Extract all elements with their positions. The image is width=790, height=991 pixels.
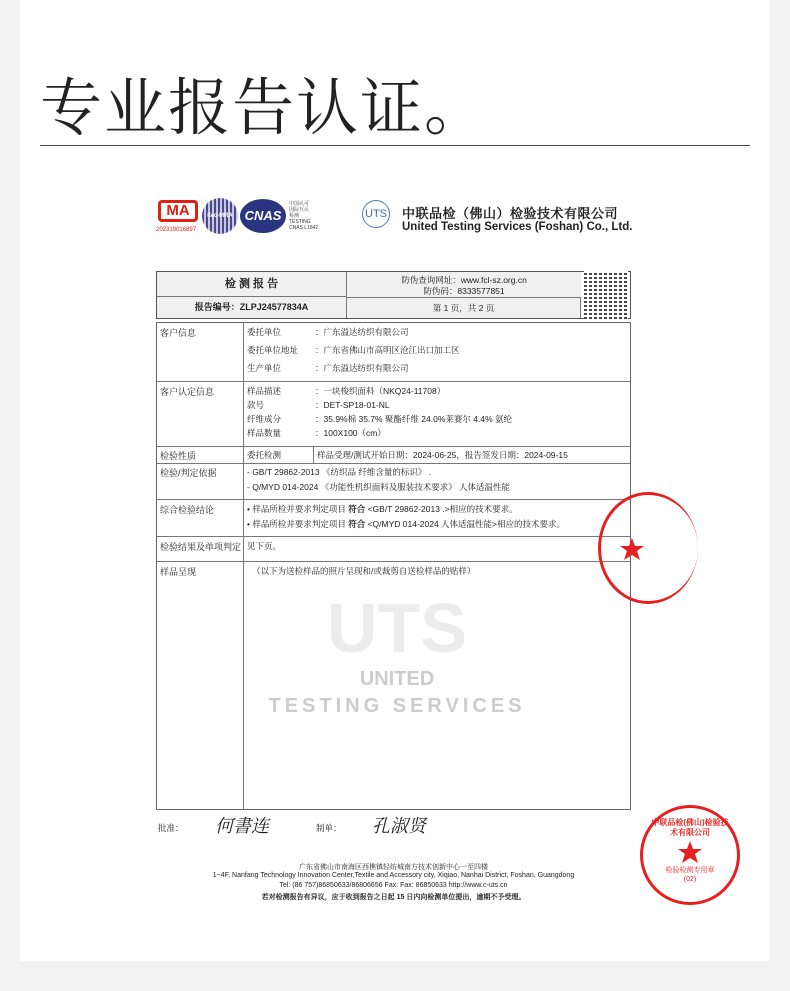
page-count: 第 1 页，共 2 页 <box>347 297 581 318</box>
stamp-text: 中联品检(佛山)检验技术有限公司 <box>651 818 729 837</box>
approve-label: 批准： <box>158 823 184 833</box>
cnas-logo: CNAS <box>240 199 286 233</box>
prepare-signature: 孔淑贤 <box>372 816 426 837</box>
watermark-logo: UTS <box>327 589 467 667</box>
footer-contact: Tel: (86 757)86850633/86806656 Fax: Fax: 86850633 http://www.c-uts.cn <box>279 882 508 889</box>
field-key: 纤维成分 <box>247 414 282 424</box>
star-icon <box>619 537 645 561</box>
cma-logo: MA <box>158 200 198 222</box>
field-value: ：广东溢达纺织有限公司 <box>315 363 409 373</box>
prepare-label: 制单： <box>316 823 342 833</box>
basis-item: - GB/T 29862-2013 《纺织品 纤维含量的标识》 . <box>247 467 432 477</box>
verify-code: 防伪码：8333577851 <box>423 286 505 296</box>
company-name-cn: 中联品检（佛山）检验技术有限公司 <box>402 206 619 221</box>
presentation-note: （以下为送检样品的照片呈现和/或裁剪自送检样品的贴样） <box>252 566 476 576</box>
report-header <box>156 271 631 319</box>
results-value: 见下页。 <box>247 541 282 551</box>
field-key: 生产单位 <box>247 363 282 373</box>
field-key: 委托单位地址 <box>247 345 299 355</box>
conclusion-label: 综合检验结论 <box>160 505 215 515</box>
page-title: 专业报告认证。 <box>40 71 489 144</box>
report-table <box>156 322 631 810</box>
cma-number: 202319016897 <box>156 227 197 233</box>
nature-dates: 样品受理/测试开始日期：2024-06-25，报告签发日期：2024-09-15 <box>317 450 568 460</box>
stamp-sub: 检验检测专用章 <box>665 867 715 874</box>
company-name-en: United Testing Services (Foshan) Co., Ltd. <box>402 221 633 233</box>
watermark-line2: TESTING SERVICES <box>268 695 526 717</box>
report-number: 报告编号：ZLPJ24577834A <box>157 297 347 318</box>
stamp-code: (02) <box>683 876 697 883</box>
field-key: 样品数量 <box>247 428 282 438</box>
field-key: 样品描述 <box>247 386 282 396</box>
report-title: 检 测 报 告 <box>157 272 347 297</box>
footer-address-cn: 广东省佛山市南海区西樵镇轻纺城南方技术创新中心一至四楼 <box>299 864 488 871</box>
star-icon <box>677 840 703 864</box>
qr-code[interactable] <box>584 271 628 319</box>
footer-address-en: 1~4F, Nanfang Technology Innovation Center,Textile and Accessory city, Xiqiao, Nanhai District, Foshan, Guangdong <box>212 872 575 879</box>
presentation-label: 样品呈现 <box>160 567 197 577</box>
basis-label: 检验/判定依据 <box>160 468 217 478</box>
cnas-text: 中国认可 国际互认 检测 TESTING CNAS L1842 <box>289 201 319 231</box>
results-label: 检验结果及单项判定 <box>160 542 242 552</box>
approve-signature: 何書连 <box>215 816 269 837</box>
client-label: 客户信息 <box>160 328 197 338</box>
sample-label: 客户认定信息 <box>160 387 215 397</box>
field-value: ：广东溢达纺织有限公司 <box>315 327 409 337</box>
ilac-logo: ilac-MRA <box>202 198 238 234</box>
field-value: ：100X100（cm） <box>315 428 386 438</box>
verify-url: 防伪查询网址：www.fcl-sz.org.cn <box>401 275 527 285</box>
company-stamp <box>640 805 740 905</box>
basis-item: - Q/MYD 014-2024 《功能性机织面料及服装技术要求》 人体适温性能 <box>247 482 511 492</box>
nature-label: 检验性质 <box>160 451 197 461</box>
company-stamp-partial <box>598 492 698 604</box>
field-key: 委托单位 <box>247 327 282 337</box>
watermark-line1: UNITED <box>359 668 435 690</box>
uts-logo: UTS <box>362 200 390 228</box>
field-value: ：35.9%棉 35.7% 聚酯纤维 24.0%莱赛尔 4.4% 氨纶 <box>315 414 512 424</box>
field-key: 款号 <box>247 400 265 410</box>
field-value: ：DET-SP18-01-NL <box>315 400 390 410</box>
footer-notice: 若对检测报告有异议，应于收到报告之日起 15 日内向检测单位提出，逾期不予受理。 <box>261 894 526 901</box>
field-value: ：广东省佛山市高明区沧江出口加工区 <box>315 345 460 355</box>
nature-type: 委托检测 <box>247 450 282 460</box>
title-divider <box>40 145 750 146</box>
conclusion-item: • 样品所检并要求判定项目 符合 <Q/MYD 014-2024 人体适温性能>相应的技术要求。 <box>247 519 566 529</box>
conclusion-item: • 样品所检并要求判定项目 符合 <GB/T 29862-2013 .>相应的技术要求。 <box>247 504 518 514</box>
field-value: ：一块梭织面料（NKQ24-11708） <box>315 386 446 396</box>
